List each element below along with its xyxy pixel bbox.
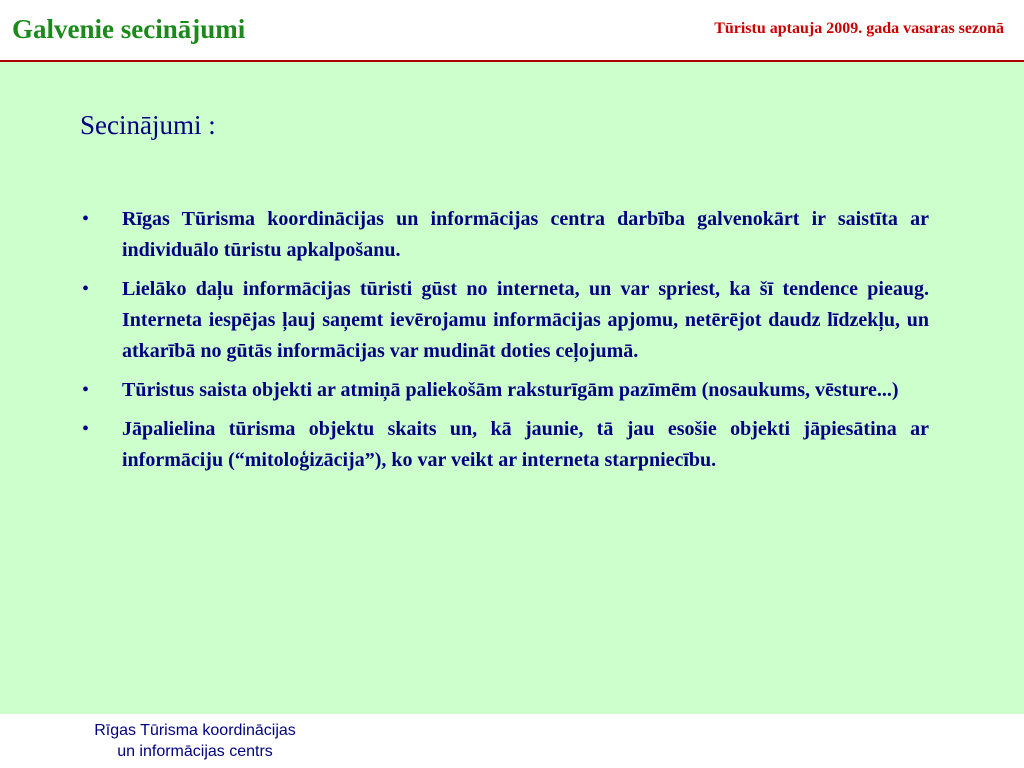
list-item (80, 204, 929, 266)
slide-header (0, 0, 1024, 60)
content-panel (0, 62, 1024, 714)
bullet-text: Rīgas Tūrisma koordinācijas un informācijas centra darbība galvenokārt ir saistīta ar individuālo tūristu apkalpošanu. (122, 208, 929, 261)
bullet-icon: • (82, 278, 90, 300)
bullet-icon: • (82, 379, 90, 401)
section-heading: Secinājumi : (80, 110, 216, 140)
slide-title: Galvenie secinājumi (12, 14, 246, 44)
survey-subtitle: Tūristu aptauja 2009. gada vasaras sezonā (714, 20, 1004, 37)
list-item (80, 414, 929, 476)
organization-name (30, 720, 360, 762)
bullet-icon: • (82, 418, 90, 440)
slide-footer (0, 714, 1024, 768)
list-item (80, 375, 929, 406)
conclusions-list (80, 204, 929, 484)
organization-name-line2: un informācijas centrs (117, 743, 273, 760)
bullet-text: Tūristus saista objekti ar atmiņā paliekošām raksturīgām pazīmēm (nosaukums, vēsture...) (122, 379, 899, 401)
bullet-text: Lielāko daļu informācijas tūristi gūst no interneta, un var spriest, ka šī tendence pieaug. Interneta iespējas ļauj saņemt ievērojamu informācijas apjomu, netērējot daudz līdzekļu, un atkarībā no gūtās informācijas var mudināt doties ceļojumā. (122, 278, 929, 362)
bullet-icon: • (82, 208, 90, 230)
bullet-text: Jāpalielina tūrisma objektu skaits un, kā jaunie, tā jau esošie objekti jāpiesātina ar informāciju (“mitoloģizācija”), ko var veikt ar interneta starpniecību. (122, 418, 929, 471)
organization-name-line1: Rīgas Tūrisma koordinācijas (94, 722, 296, 739)
list-item (80, 274, 929, 367)
